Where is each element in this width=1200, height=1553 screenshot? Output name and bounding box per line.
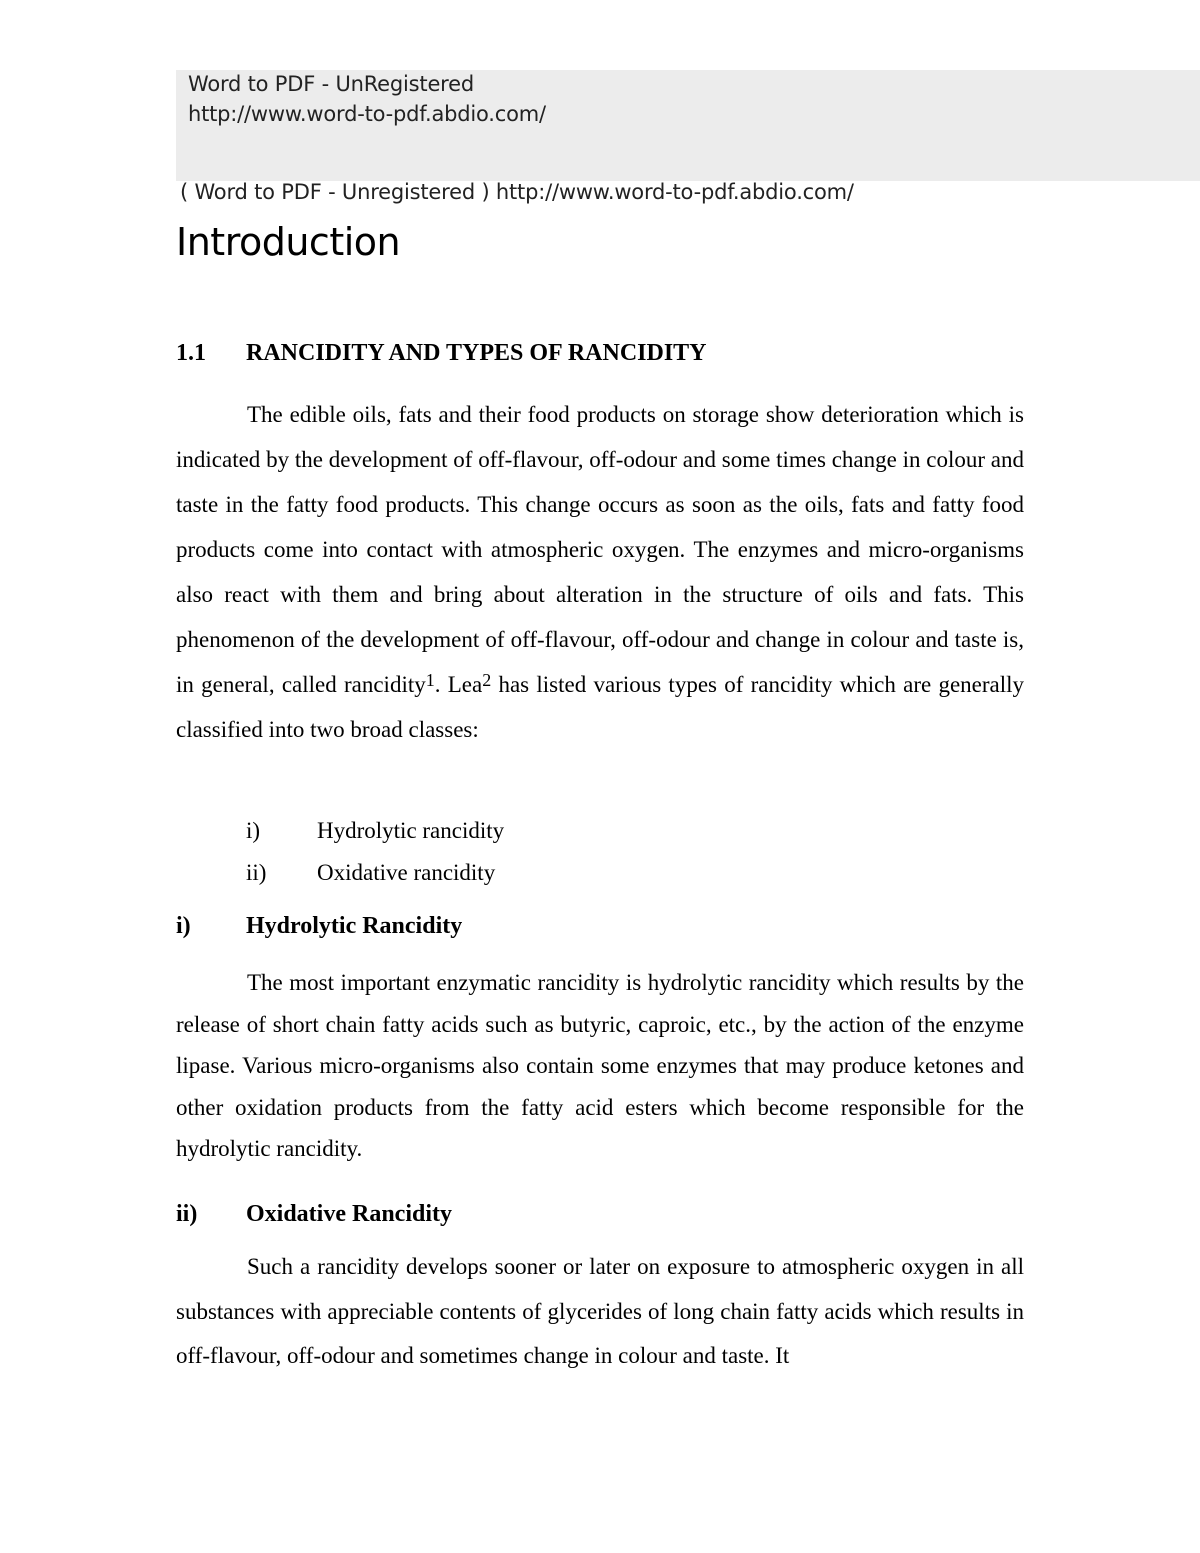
list-item-text: Oxidative rancidity [317,860,496,885]
watermark-title: Word to PDF - UnRegistered [188,72,474,96]
paragraph-hydrolytic [176,962,1024,1170]
subsection-number: ii) [176,1201,198,1227]
paragraph-text: The most important enzymatic rancidity is hydrolytic rancidity which results by the release of short chain fatty acids such as butyric, caproic, etc., by the action of the enzyme lipase. Various micro-organisms also contain some enzymes that may produce ketones and other oxidation products from the fatty acid esters which become responsible for the hydrolytic rancidity. [176,970,1024,1161]
list-item-number: ii) [246,860,267,885]
list-item-text: Hydrolytic rancidity [317,818,505,843]
paragraph-oxidative [176,1245,1024,1379]
section-title: RANCIDITY AND TYPES OF RANCIDITY [246,340,707,366]
paragraph-rancidity-intro [176,392,1024,752]
footnote-ref: 1 [425,670,435,690]
subsection-title: Oxidative Rancidity [246,1201,453,1227]
watermark-url: http://www.word-to-pdf.abdio.com/ [188,102,546,126]
subsection-title: Hydrolytic Rancidity [246,913,463,939]
paragraph-text: has listed various types of rancidity which are generally classified into two broad classes: [176,672,1025,742]
paragraph-text: Such a rancidity develops sooner or later on exposure to atmospheric oxygen in all substances with appreciable contents of glycerides of long chain fatty acids which results in off-flavour, off-odour and sometimes change in colour and taste. It [176,1254,1024,1368]
list-item-number: i) [246,818,261,843]
paragraph-text: . Lea [434,672,483,697]
footnote-ref: 2 [482,670,492,690]
chapter-title: Introduction [176,220,401,264]
paragraph-text: The edible oils, fats and their food products on storage show deterioration which is indicated by the development of off-flavour, off-odour and some times change in colour and taste in the fatty food products. This change occurs as soon as the oils, fats and fatty food products come into contact with atmospheric oxygen. The enzymes and micro-organisms also react with them and bring about alteration in the structure of oils and fats. This phenomenon of the development of off-flavour, off-odour and change in colour and taste is, in general, called rancidity [176,402,1024,697]
watermark-inline-text: ( Word to PDF - Unregistered ) http://www.word-to-pdf.abdio.com/ [180,180,854,204]
section-number: 1.1 [176,340,206,366]
subsection-number: i) [176,913,191,939]
